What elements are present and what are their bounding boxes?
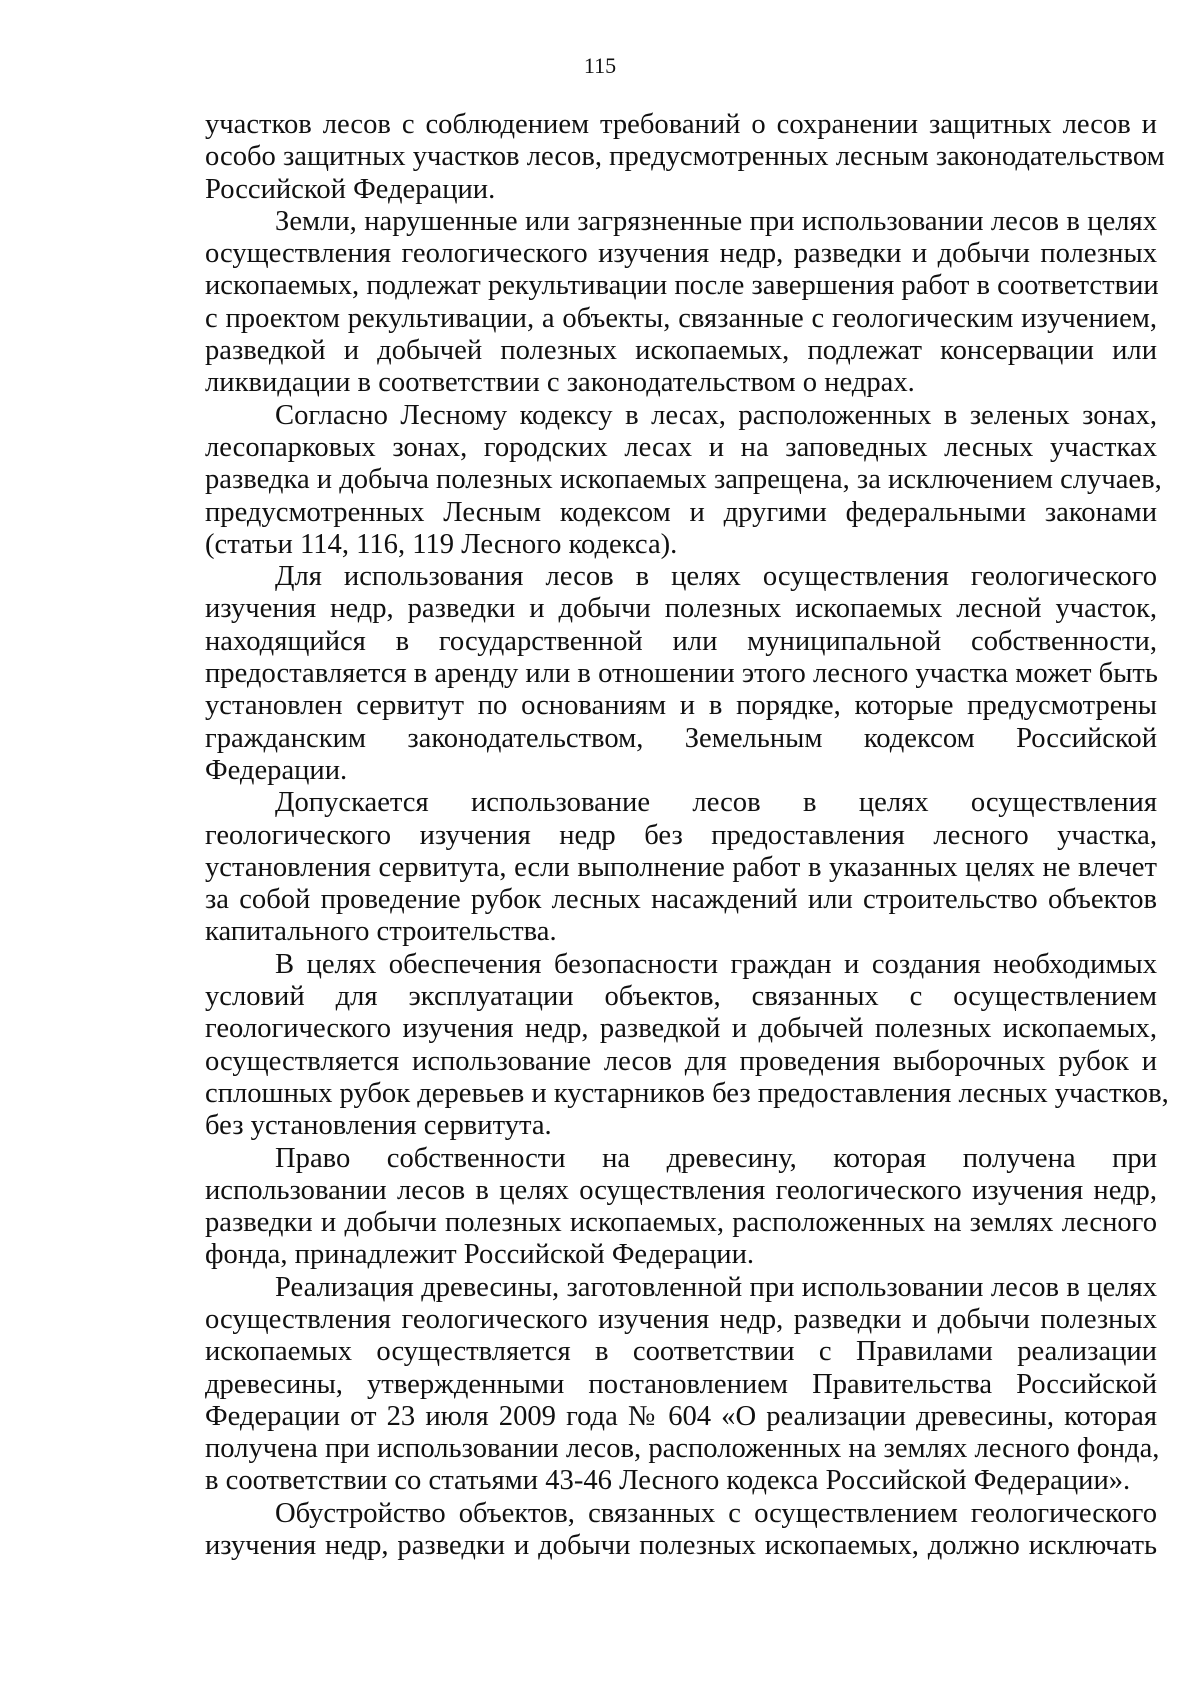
text-line: гражданским законодательством, Земельным кодексом Российской <box>205 722 1157 754</box>
text-line: осуществляется использование лесов для проведения выборочных рубок и <box>205 1045 1157 1077</box>
paragraph <box>205 948 1169 1143</box>
text-line: геологического изучения недр, разведкой и добычей полезных ископаемых, <box>205 1013 1157 1045</box>
text-line: участков лесов с соблюдением требований о сохранении защитных лесов и <box>205 109 1157 140</box>
text-line: Согласно Лесному кодексу в лесах, расположенных в зеленых зонах, <box>275 399 1157 431</box>
text-line: ликвидации в соответствии с законодательством о недрах. <box>205 367 915 399</box>
text-line: ископаемых осуществляется в соответствии с Правилами реализации <box>205 1336 1157 1368</box>
text-line: лесопарковых зонах, городских лесах и на заповедных лесных участках <box>205 431 1157 463</box>
text-line: получена при использовании лесов, расположенных на землях лесного фонда, <box>205 1433 1160 1465</box>
text-line: фонда, принадлежит Российской Федерации. <box>205 1239 755 1271</box>
text-line: осуществления геологического изучения недр, разведки и добычи полезных <box>205 238 1157 270</box>
text-line: осуществления геологического изучения недр, разведки и добычи полезных <box>205 1303 1157 1335</box>
text-line: установлен сервитут по основаниям и в порядке, которые предусмотрены <box>205 690 1157 722</box>
text-line: Федерации от 23 июля 2009 года № 604 «О реализации древесины, которая <box>205 1400 1157 1432</box>
text-line: разведка и добыча полезных ископаемых запрещена, за исключением случаев, <box>205 464 1162 496</box>
text-line: капитального строительства. <box>205 916 557 948</box>
text-line: в соответствии со статьями 43-46 Лесного кодекса Российской Федерации». <box>205 1465 1131 1497</box>
text-line: Федерации. <box>205 754 348 786</box>
paragraph <box>205 1271 1160 1498</box>
text-line: Реализация древесины, заготовленной при использовании лесов в целях <box>275 1271 1157 1303</box>
text-line: ископаемых, подлежат рекультивации после завершения работ в соответствии <box>205 270 1159 302</box>
text-line: изучения недр, разведки и добычи полезных ископаемых, должно исключать <box>205 1530 1157 1562</box>
text-line: особо защитных участков лесов, предусмотренных лесным законодательством <box>205 141 1165 173</box>
text-line: разведки и добычи полезных ископаемых, расположенных на землях лесного <box>205 1207 1157 1239</box>
text-line: древесины, утвержденными постановлением Правительства Российской <box>205 1368 1157 1400</box>
paragraph <box>205 787 1157 948</box>
text-line: Допускается использование лесов в целях осуществления <box>275 787 1157 819</box>
text-line: предусмотренных Лесным кодексом и другими федеральными законами <box>205 496 1157 528</box>
document-body <box>205 109 1169 1562</box>
text-line: В целях обеспечения безопасности граждан и создания необходимых <box>275 948 1157 980</box>
text-line: предоставляется в аренду или в отношении этого лесного участка может быть <box>205 658 1158 690</box>
text-line: условий для эксплуатации объектов, связанных с осуществлением <box>205 981 1157 1013</box>
text-line: сплошных рубок деревьев и кустарников без предоставления лесных участков, <box>205 1077 1169 1109</box>
text-line: Российской Федерации. <box>205 173 496 205</box>
text-line: разведкой и добычей полезных ископаемых, подлежат консервации или <box>205 335 1157 367</box>
paragraph <box>205 206 1157 400</box>
paragraph <box>205 399 1162 561</box>
paragraph <box>205 1143 1157 1272</box>
text-line: с проектом рекультивации, а объекты, связанные с геологическим изучением, <box>205 302 1157 334</box>
page-number: 115 <box>583 53 617 78</box>
text-line: изучения недр, разведки и добычи полезных ископаемых лесной участок, <box>205 593 1157 625</box>
text-line: без установления сервитута. <box>205 1110 552 1142</box>
text-line: Земли, нарушенные или загрязненные при использовании лесов в целях <box>275 205 1157 237</box>
paragraph <box>205 561 1157 787</box>
paragraph <box>205 109 1165 206</box>
text-line: находящийся в государственной или муниципальной собственности, <box>205 625 1157 657</box>
text-line: использовании лесов в целях осуществления геологического изучения недр, <box>205 1174 1157 1206</box>
text-line: за собой проведение рубок лесных насаждений или строительство объектов <box>205 884 1157 916</box>
text-line: (статьи 114, 116, 119 Лесного кодекса). <box>205 528 678 560</box>
text-line: установления сервитута, если выполнение работ в указанных целях не влечет <box>205 851 1157 883</box>
paragraph <box>205 1498 1157 1563</box>
text-line: Обустройство объектов, связанных с осуществлением геологического <box>275 1497 1157 1529</box>
text-line: геологического изучения недр без предоставления лесного участка, <box>205 819 1157 851</box>
text-line: Для использования лесов в целях осуществления геологического <box>275 561 1157 593</box>
text-line: Право собственности на древесину, которая получена при <box>275 1142 1157 1174</box>
